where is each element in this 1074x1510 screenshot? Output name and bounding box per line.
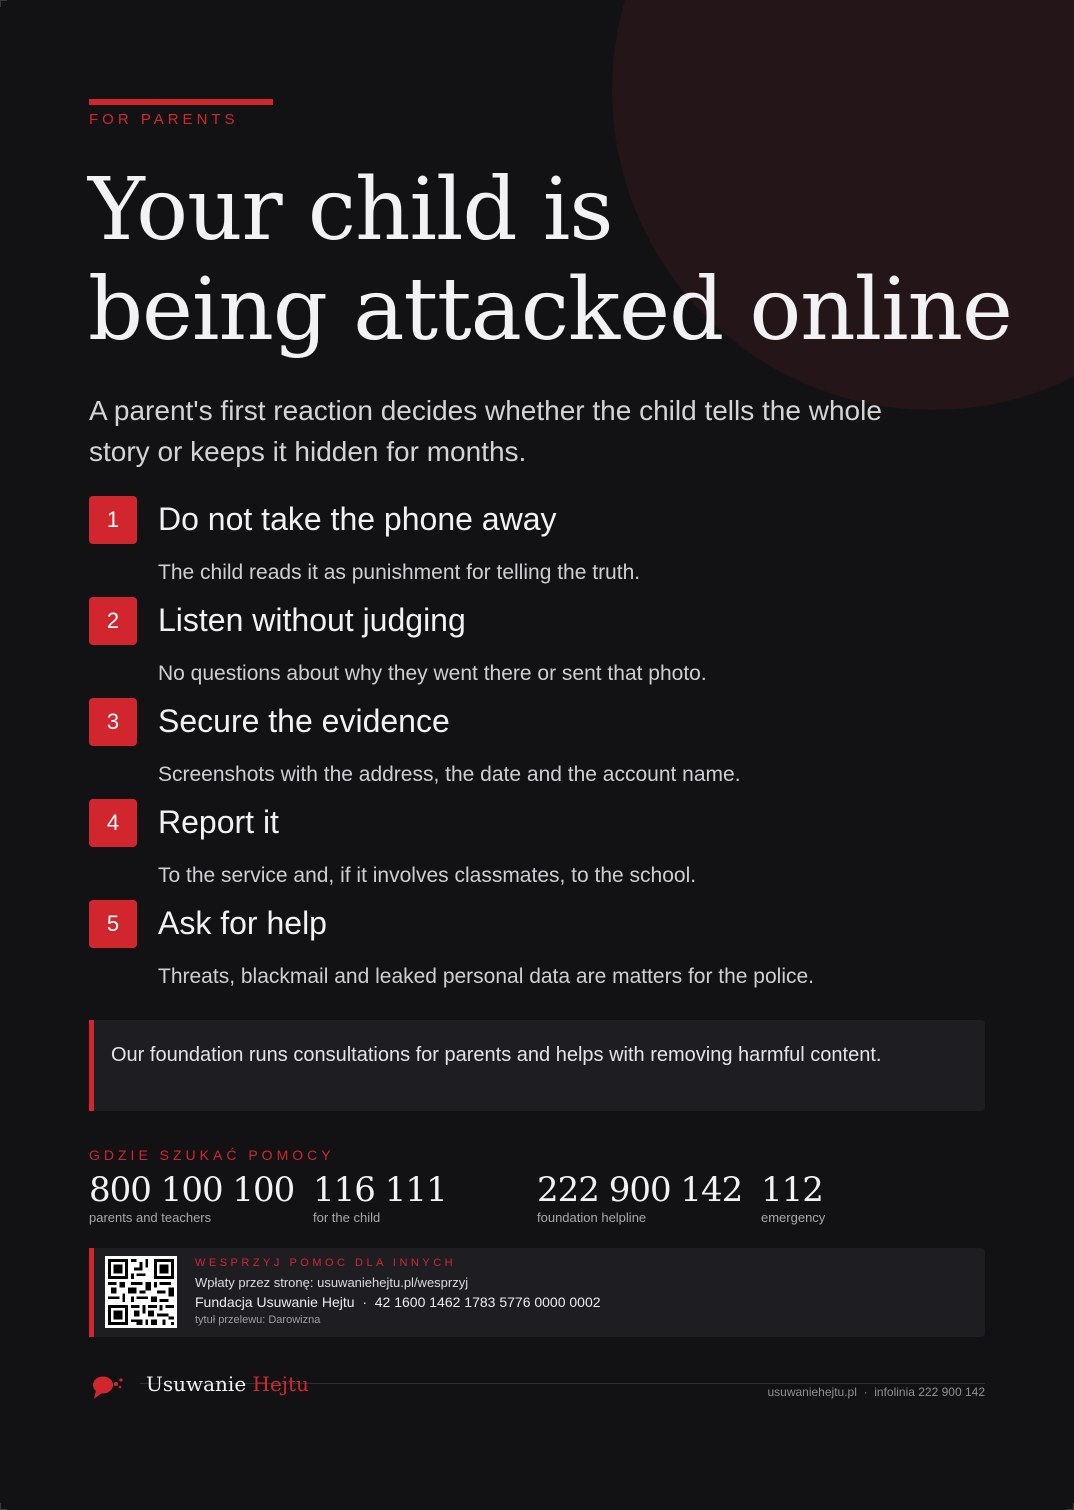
support-label: WESPRZYJ POMOC DLA INNYCH [195,1257,457,1269]
footer-separator: · [863,1385,868,1399]
step-4 [89,799,989,900]
helpline-label: foundation helpline [537,1210,647,1225]
helpline-number: 116 111 [313,1170,447,1210]
footer-site-link[interactable]: usuwaniehejtu.pl [767,1385,857,1399]
helpline-number: 800 100 100 [89,1170,295,1210]
support-box [89,1248,985,1337]
step-desc-3: Screenshots with the address, the date and the account name. [158,763,741,786]
page-title [88,160,1012,360]
step-title-2: Listen without judging [158,602,466,638]
support-transfer-note: tytuł przelewu: Darowizna [195,1314,321,1326]
help-section-label: GDZIE SZUKAĆ POMOCY [89,1147,335,1163]
logo-wordmark [146,1372,309,1396]
step-2 [89,597,989,698]
helpline-label: parents and teachers [89,1210,212,1225]
helpline-foundation [537,1170,742,1226]
support-account-number: 42 1600 1462 1783 5776 0000 0002 [374,1294,601,1310]
support-org: Fundacja Usuwanie Hejtu [195,1294,355,1310]
lede: A parent's first reaction decides whether the child tells the whole story or keeps it hidden for months. [89,395,882,467]
step-desc-2: No questions about why they went there or sent that photo. [158,662,707,685]
crop-mark-bottom-left [0,1503,7,1510]
step-number-3: 3 [89,698,137,746]
crop-mark-top-left [0,0,7,7]
eyebrow-bar [89,99,273,105]
foundation-callout [89,1020,985,1111]
step-number-5: 5 [89,900,137,948]
step-title-3: Secure the evidence [158,703,450,739]
title-line-1: Your child is [88,160,613,260]
callout-text: Our foundation runs consultations for parents and helps with removing harmful content. [111,1044,882,1066]
support-donation-link[interactable]: Wpłaty przez stronę: usuwaniehejtu.pl/wesprzyj [195,1275,469,1290]
step-title-5: Ask for help [158,905,327,941]
step-title-1: Do not take the phone away [158,501,557,537]
qr-code-icon[interactable] [105,1256,177,1328]
step-1 [89,496,989,597]
step-desc-5: Threats, blackmail and leaked personal data are matters for the police. [158,965,815,988]
step-number-4: 4 [89,799,137,847]
title-line-2: being attacked online [88,260,1012,360]
footer-contact [767,1385,985,1399]
step-number-2: 2 [89,597,137,645]
helpline-child [313,1170,447,1226]
helpline-parents [89,1170,294,1226]
step-desc-4: To the service and, if it involves classmates, to the school. [158,864,697,887]
helpline-number: 112 [761,1170,823,1210]
step-desc-1: The child reads it as punishment for telling the truth. [158,561,641,584]
helpline-label: for the child [313,1210,381,1225]
steps-list [89,496,989,1001]
crop-mark-bottom-right [1067,1503,1074,1510]
step-number-1: 1 [89,496,137,544]
speech-bubble-icon [91,1374,125,1407]
helpline-emergency [761,1170,825,1226]
helpline-label: emergency [761,1210,826,1225]
step-5 [89,900,989,1001]
step-3 [89,698,989,799]
logo-word-2: Hejtu [252,1372,309,1396]
footer-infoline: infolinia 222 900 142 [874,1385,985,1399]
step-title-4: Report it [158,804,279,840]
eyebrow: FOR PARENTS [89,111,239,128]
support-bank-details [195,1294,601,1310]
support-separator: · [362,1294,367,1310]
helpline-number: 222 900 142 [537,1170,743,1210]
logo-word-1: Usuwanie [146,1372,247,1396]
